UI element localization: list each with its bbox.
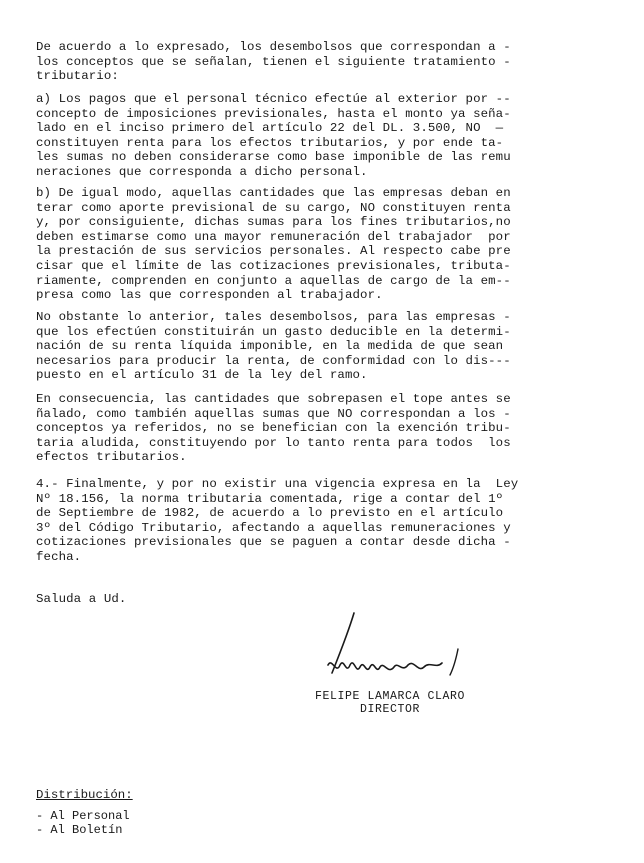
text-line: riamente, comprenden en conjunto a aquellas de cargo de la em-- (36, 273, 511, 288)
text-line: necesarios para producir la renta, de conformidad con lo dis--- (36, 353, 511, 368)
text-line: cisar que el límite de las cotizaciones previsionales, tributa- (36, 258, 511, 273)
list-item: - Al Personal (36, 809, 130, 823)
list-item: - Al Boletín (36, 823, 123, 837)
text-line: ñalado, como también aquellas sumas que NO correspondan a los - (36, 406, 511, 421)
text-line: b) De igual modo, aquellas cantidades que las empresas deban en (36, 186, 511, 200)
text-line: deben estimarse como una mayor remuneración del trabajador por (36, 229, 511, 244)
text-line: y, por consiguiente, dichas sumas para los fines tributarios,no (36, 215, 511, 230)
text-line: terar como aporte previsional de su cargo, NO constituyen renta (36, 200, 511, 215)
signatory-title: DIRECTOR (359, 703, 420, 716)
text-line: 3º del Código Tributario, afectando a aquellas remuneraciones y (36, 520, 511, 535)
text-line: la prestación de sus servicios personales. Al respecto cabe pre (36, 244, 511, 259)
text-line: taria aludida, constituyendo por lo tanto renta para todos los (36, 435, 511, 450)
distribution-heading: Distribución: (36, 788, 133, 802)
text-line: lado en el inciso primero del artículo 22 del DL. 3.500, NO — (36, 121, 504, 136)
text-line: Nº 18.156, la norma tributaria comentada, rige a contar del 1º (36, 491, 504, 506)
text-line: En consecuencia, las cantidades que sobrepasen el tope antes se (36, 392, 511, 406)
text-line: 4.- Finalmente, y por no existir una vigencia expresa en la Ley (36, 477, 519, 491)
paragraph-deducible (36, 310, 610, 383)
text-line: Saluda a Ud. (36, 592, 127, 606)
paragraph-b (36, 186, 610, 303)
signatory-name: FELIPE LAMARCA CLARO (314, 690, 466, 703)
text-line: De acuerdo a lo expresado, los desembolsos que correspondan a - (36, 40, 511, 54)
handwritten-signature (318, 605, 478, 685)
text-line: concepto de imposiciones previsionales, hasta el monto ya seña- (36, 106, 511, 121)
text-line: a) Los pagos que el personal técnico efectúe al exterior por -- (36, 92, 511, 106)
text-line: los conceptos que se señalan, tienen el siguiente tratamiento - (36, 54, 511, 69)
text-line: constituyen renta para los efectos tributarios, y por ende ta- (36, 135, 504, 150)
text-line: cotizaciones previsionales que se paguen a contar desde dicha - (36, 535, 511, 550)
text-line: nación de su renta líquida imponible, en la medida de que sean (36, 339, 504, 354)
text-line: conceptos ya referidos, no se benefician con la exención tribu- (36, 421, 511, 436)
signatory-block (290, 690, 490, 716)
paragraph-intro (36, 40, 610, 84)
text-line: tributario: (36, 69, 119, 84)
text-line: efectos tributarios. (36, 450, 187, 465)
paragraph-vigencia (36, 477, 610, 565)
paragraph-consecuencia (36, 392, 610, 465)
text-line: de Septiembre de 1982, de acuerdo a lo previsto en el artículo (36, 506, 504, 521)
paragraph-a (36, 92, 610, 180)
distribution-list (36, 809, 130, 837)
text-line: No obstante lo anterior, tales desembolsos, para las empresas - (36, 310, 511, 324)
text-line: neraciones que corresponda a dicho personal. (36, 164, 368, 179)
text-line: puesto en el artículo 31 de la ley del ramo. (36, 368, 368, 383)
text-line: que los efectúen constituirán un gasto deducible en la determi- (36, 324, 511, 339)
text-line: fecha. (36, 549, 82, 564)
text-line: presa como las que corresponden al trabajador. (36, 288, 383, 303)
text-line: les sumas no deben considerarse como base imponible de las remu (36, 150, 511, 165)
